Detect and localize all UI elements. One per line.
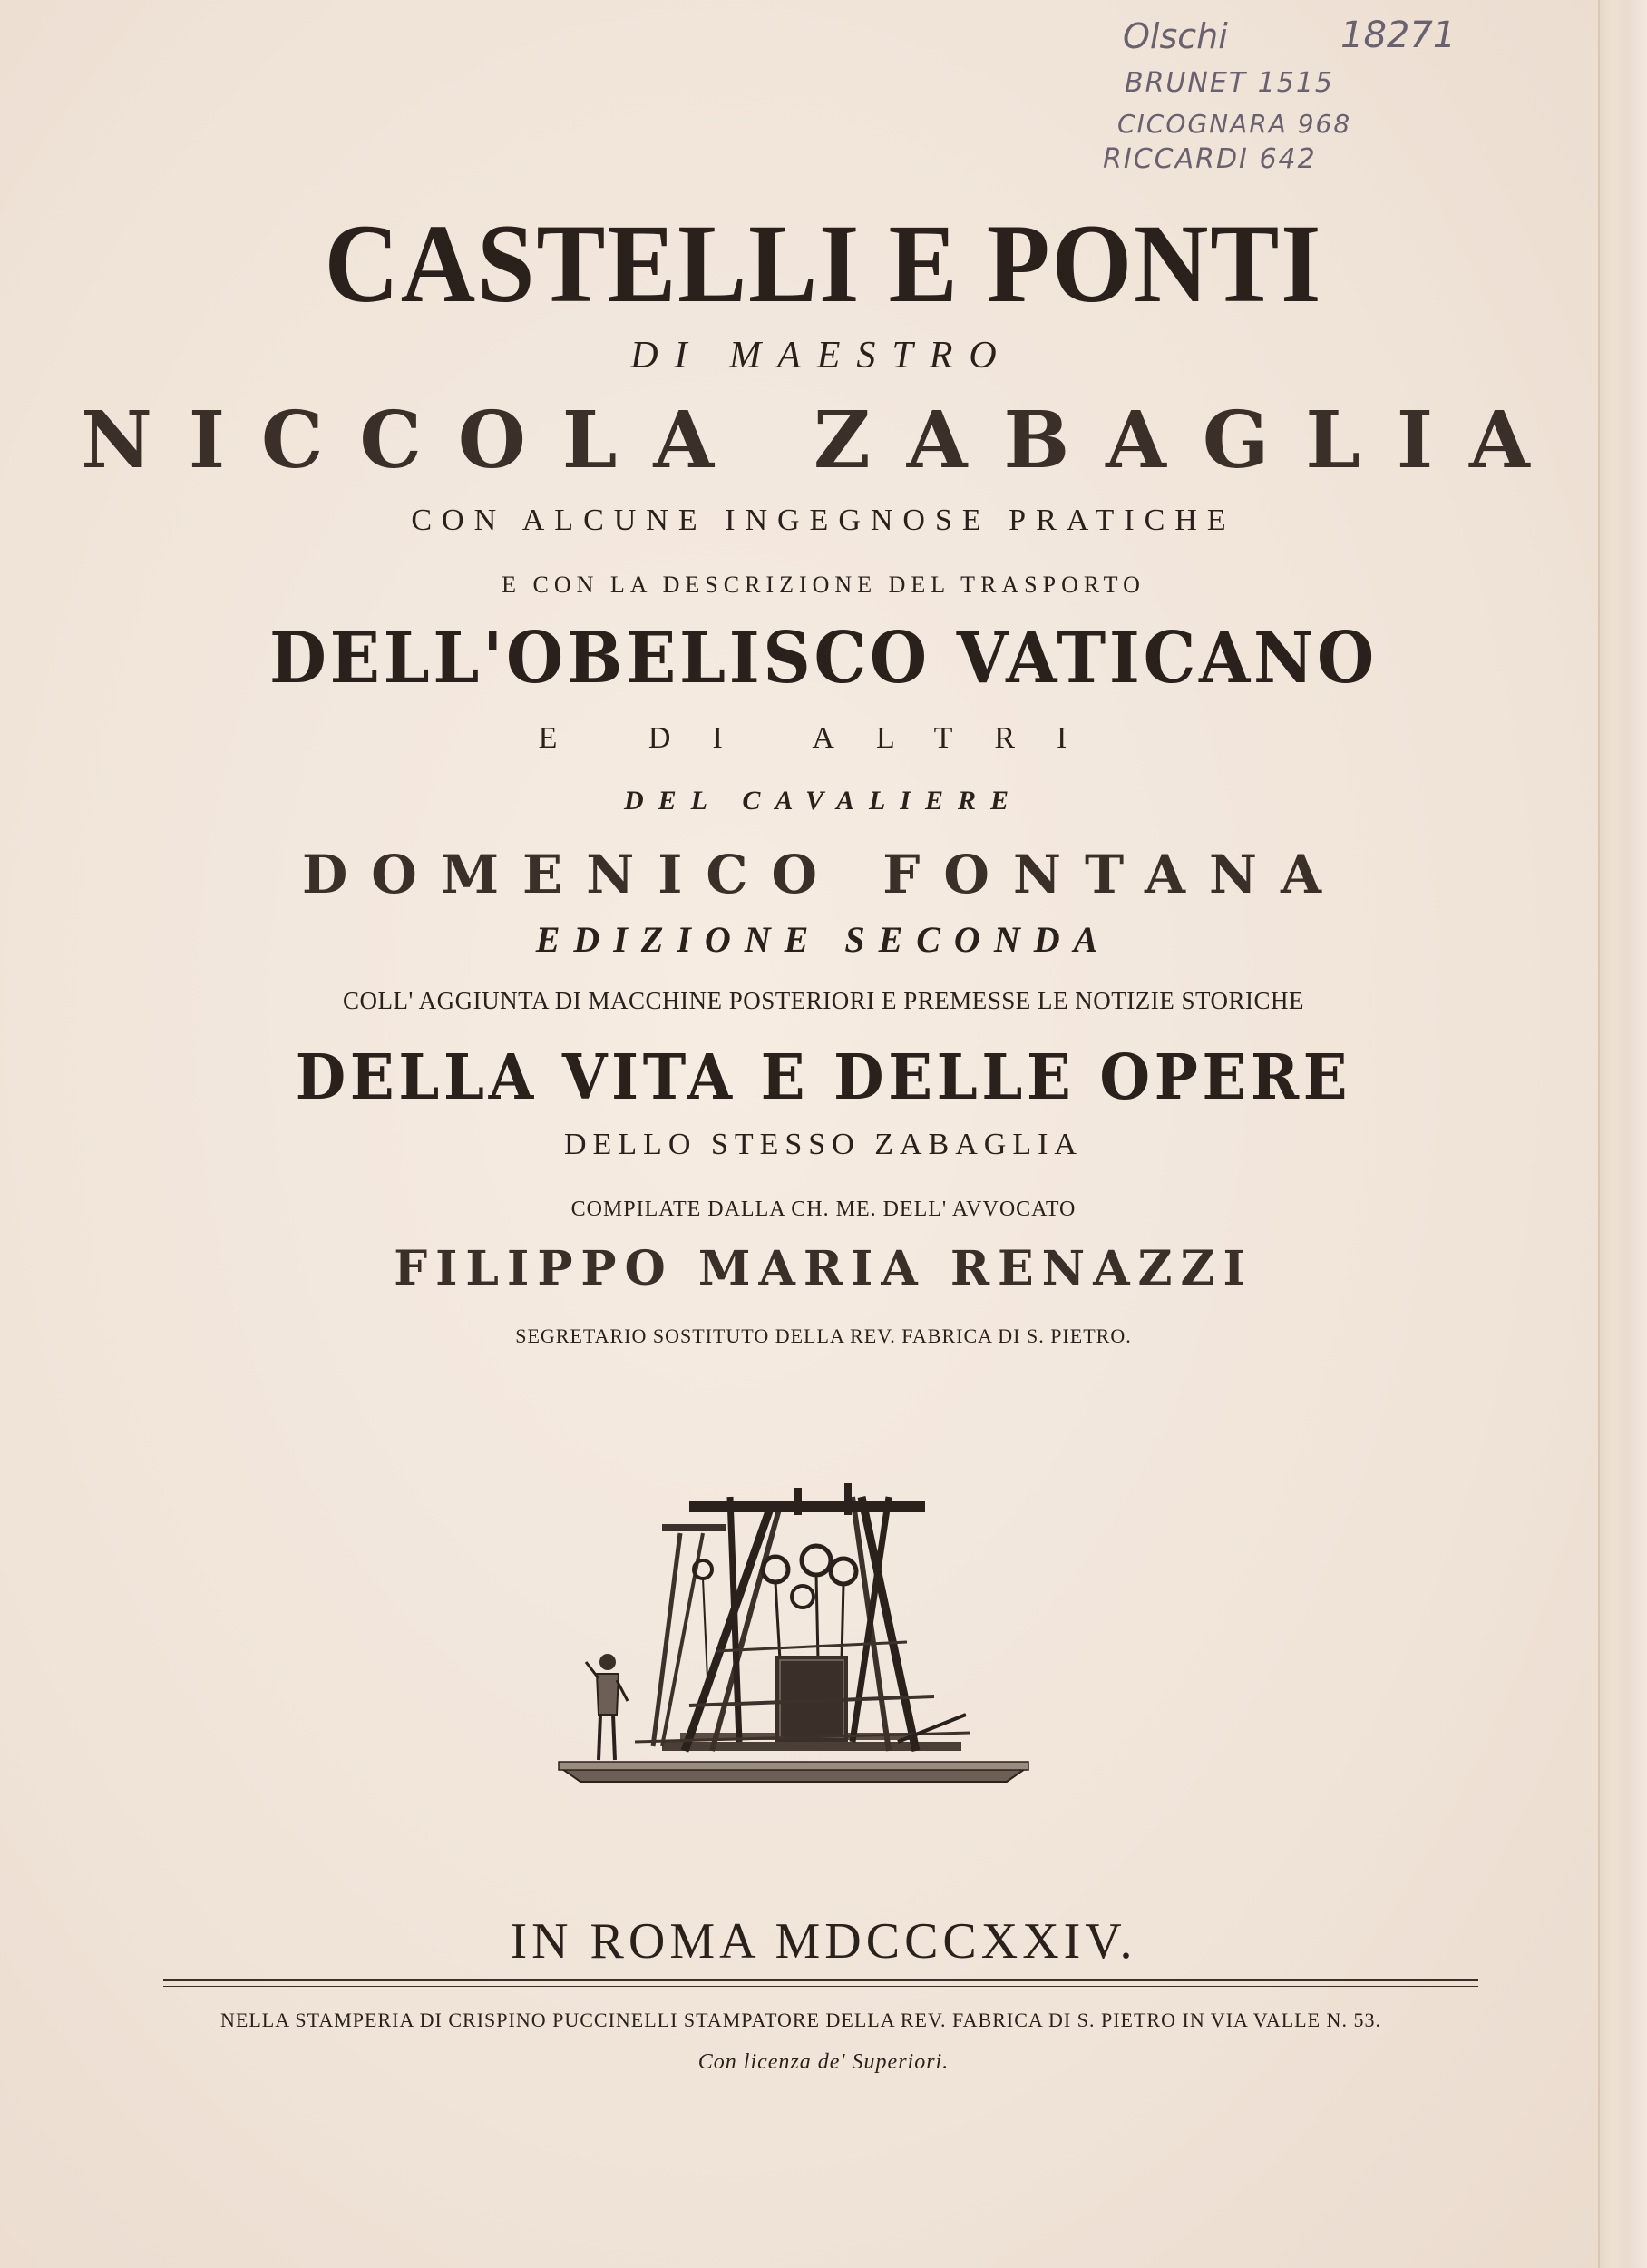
- edition-statement: EDIZIONE SECONDA: [535, 919, 1112, 960]
- imprint-rule-thick: [163, 1979, 1478, 1981]
- imprint-rule-thin: [163, 1986, 1478, 1987]
- printer-statement: NELLA STAMPERIA DI CRISPINO PUCCINELLI STAMPATORE DELLA REV. FABRICA DI S. PIETRO IN VIA VALLE N. 53.: [220, 2009, 1381, 2031]
- by-line: DI MAESTRO: [630, 335, 1013, 376]
- addition-statement: COLL' AGGIUNTA DI MACCHINE POSTERIORI E PREMESSE LE NOTIZIE STORICHE: [343, 987, 1304, 1014]
- second-author-name: DOMENICO FONTANA: [302, 844, 1345, 905]
- life-subtitle: DELLO STESSO ZABAGLIA: [564, 1128, 1083, 1161]
- subtitle-line-1: CON ALCUNE INGEGNOSE PRATICHE: [411, 503, 1236, 537]
- handwritten-note-number: 18271: [1340, 15, 1457, 56]
- handwritten-note-cicognara: CICOGNARA 968: [1117, 109, 1352, 139]
- author-name: NICCOLA ZABAGLIA: [81, 395, 1566, 486]
- subtitle-line-3: E DI ALTRI: [538, 721, 1109, 755]
- compiler-name: FILIPPO MARIA RENAZZI: [394, 1241, 1253, 1296]
- subtitle-line-2: E CON LA DESCRIZIONE DEL TRASPORTO: [502, 572, 1145, 598]
- compiler-role: SEGRETARIO SOSTITUTO DELLA REV. FABRICA DI S. PIETRO.: [515, 1325, 1132, 1347]
- handwritten-note-olschki: Olschi: [1123, 16, 1228, 56]
- place-and-date: IN ROMA MDCCCXXIV.: [510, 1913, 1137, 1970]
- main-title: CASTELLI E PONTI: [324, 201, 1323, 326]
- license-statement: Con licenza de' Superiori.: [697, 2050, 950, 2074]
- compiled-by-line: COMPILATE DALLA CH. ME. DELL' AVVOCATO: [570, 1198, 1077, 1221]
- lifting-machine-vignette: [553, 1470, 1034, 1796]
- handwritten-note-brunet: BRUNET 1515: [1125, 67, 1334, 99]
- by-line-2: DEL CAVALIERE: [623, 786, 1023, 816]
- life-and-works-title: DELLA VITA E DELLE OPERE: [295, 1041, 1352, 1114]
- subject-title: DELL'OBELISCO VATICANO: [269, 617, 1378, 699]
- handwritten-note-riccardi: RICCARDI 642: [1103, 143, 1317, 175]
